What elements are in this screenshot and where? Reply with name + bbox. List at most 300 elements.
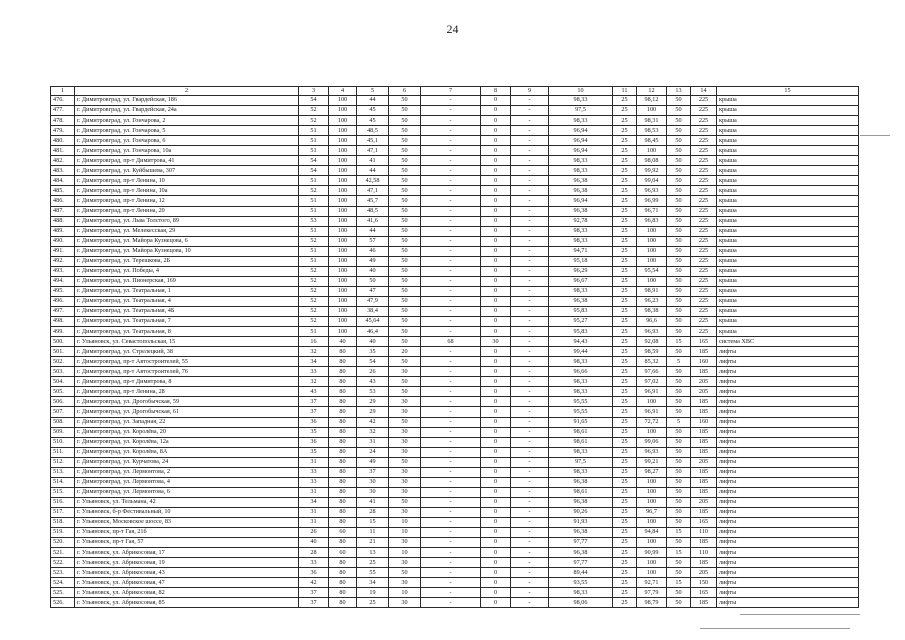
table-cell: крыша (717, 236, 859, 246)
table-row (51, 96, 859, 106)
table-cell: 97,79 (637, 588, 667, 598)
table-cell: - (421, 397, 481, 407)
table-cell: - (511, 96, 549, 106)
table-cell: - (511, 186, 549, 196)
table-cell: - (421, 387, 481, 397)
table-row (51, 497, 859, 507)
table-cell: лифты (717, 397, 859, 407)
table-cell: 80 (329, 538, 357, 548)
table-cell: 478. (51, 116, 75, 126)
table-row (51, 437, 859, 447)
table-cell: г. Ульяновск, ул. Абрикосовая, 47 (75, 578, 299, 588)
table-cell: лифты (717, 507, 859, 517)
table-cell: 50 (389, 136, 421, 146)
table-cell: 25 (613, 306, 637, 316)
table-cell: 0 (481, 487, 511, 497)
table-cell: 98,31 (637, 116, 667, 126)
table-cell: 225 (691, 146, 717, 156)
table-cell: 50 (389, 417, 421, 427)
table-cell: 110 (691, 548, 717, 558)
table-header-row (51, 87, 859, 96)
table-cell: - (511, 206, 549, 216)
table-cell: 29 (357, 397, 389, 407)
table-cell: 25 (613, 548, 637, 558)
table-cell: 30 (389, 397, 421, 407)
table-cell: 91,93 (549, 517, 613, 527)
table-cell: 30 (389, 447, 421, 457)
table-cell: 54 (357, 357, 389, 367)
table-row (51, 588, 859, 598)
table-cell: 94,71 (549, 246, 613, 256)
table-cell: 97,02 (637, 377, 667, 387)
table-cell: 96,38 (549, 548, 613, 558)
table-cell: 502. (51, 357, 75, 367)
table-cell: 50 (389, 387, 421, 397)
table-cell: 30 (389, 467, 421, 477)
column-header: 7 (421, 87, 481, 96)
table-cell: 25 (613, 538, 637, 548)
table-cell: 185 (691, 507, 717, 517)
table-cell: - (421, 276, 481, 286)
table-cell: 36 (299, 568, 329, 578)
table-cell: г. Димитровград, пр-т Димитрова, 8 (75, 377, 299, 387)
table-cell: 95,54 (637, 266, 667, 276)
table-cell: 225 (691, 317, 717, 327)
table-row (51, 578, 859, 588)
table-cell: - (421, 507, 481, 517)
table-cell: лифты (717, 568, 859, 578)
table-cell: 50 (357, 276, 389, 286)
table-cell: 99,44 (549, 347, 613, 357)
table-cell: 25 (613, 417, 637, 427)
table-cell: 47,1 (357, 186, 389, 196)
table-cell: крыша (717, 256, 859, 266)
table-cell: 100 (329, 246, 357, 256)
column-header: 1 (51, 87, 75, 96)
table-cell: - (511, 538, 549, 548)
table-cell: 100 (637, 568, 667, 578)
table-cell: 50 (389, 296, 421, 306)
table-cell: 35 (299, 427, 329, 437)
table-cell: 0 (481, 136, 511, 146)
table-cell: 50 (667, 568, 691, 578)
table-cell: - (511, 467, 549, 477)
table-cell: 50 (667, 327, 691, 337)
table-cell: 51 (299, 136, 329, 146)
table-cell: 225 (691, 176, 717, 186)
table-cell: 96,93 (637, 447, 667, 457)
table-cell: - (421, 306, 481, 316)
table-cell: 25 (613, 206, 637, 216)
table-cell: 50 (667, 538, 691, 548)
table-cell: 10 (389, 548, 421, 558)
table-row (51, 517, 859, 527)
table-cell: 100 (329, 116, 357, 126)
table-cell: 185 (691, 487, 717, 497)
table-cell: 510. (51, 437, 75, 447)
table-cell: 225 (691, 216, 717, 226)
table-cell: 25 (613, 437, 637, 447)
table-cell: - (511, 437, 549, 447)
table-cell: - (421, 286, 481, 296)
table-row (51, 417, 859, 427)
table-cell: - (421, 236, 481, 246)
table-cell: - (511, 477, 549, 487)
table-cell: г. Димитровград, ул. Гончарова, 2 (75, 116, 299, 126)
table-cell: г. Ульяновск, ул. Абрикосовая, 85 (75, 598, 299, 608)
table-cell: лифты (717, 357, 859, 367)
table-cell: - (511, 377, 549, 387)
table-cell: 508. (51, 417, 75, 427)
table-cell: 0 (481, 347, 511, 357)
table-cell: - (511, 417, 549, 427)
table-cell: 100 (637, 397, 667, 407)
table-cell: 185 (691, 447, 717, 457)
table-cell: г. Димитровград, ул. Лермонтова, 4 (75, 477, 299, 487)
table-cell: 21 (357, 538, 389, 548)
table-cell: 150 (691, 578, 717, 588)
table-cell: 100 (329, 136, 357, 146)
table-cell: 0 (481, 296, 511, 306)
table-cell: 19 (357, 588, 389, 598)
table-cell: 51 (299, 146, 329, 156)
table-cell: - (421, 96, 481, 106)
table-cell: 25 (613, 186, 637, 196)
table-cell: 25 (613, 477, 637, 487)
table-cell: 49 (357, 256, 389, 266)
table-cell: крыша (717, 226, 859, 236)
table-row (51, 146, 859, 156)
table-cell: 93,55 (549, 578, 613, 588)
table-cell: 80 (329, 568, 357, 578)
table-cell: 53 (299, 216, 329, 226)
table-cell: - (421, 266, 481, 276)
table-cell: 33 (299, 467, 329, 477)
table-cell: 52 (299, 116, 329, 126)
table-cell: крыша (717, 126, 859, 136)
table-cell: 80 (329, 598, 357, 608)
table-cell: - (421, 407, 481, 417)
table-cell: 100 (637, 487, 667, 497)
table-cell: 98,33 (549, 116, 613, 126)
table-cell: 80 (329, 387, 357, 397)
table-cell: 25 (613, 296, 637, 306)
table-cell: 54 (299, 166, 329, 176)
column-header: 3 (299, 87, 329, 96)
table-cell: г. Димитровград, пр-т Ленина, 12 (75, 196, 299, 206)
table-cell: 0 (481, 397, 511, 407)
table-cell: 50 (667, 397, 691, 407)
table-cell: 50 (389, 256, 421, 266)
table-cell: - (511, 266, 549, 276)
table-cell: 97,5 (549, 106, 613, 116)
table-cell: 526. (51, 598, 75, 608)
table-cell: 25 (613, 327, 637, 337)
table-cell: крыша (717, 146, 859, 156)
table-cell: 225 (691, 126, 717, 136)
table-cell: 50 (667, 246, 691, 256)
table-cell: 95,27 (549, 317, 613, 327)
table-cell: 15 (667, 578, 691, 588)
table-cell: лифты (717, 417, 859, 427)
table-cell: 40 (329, 337, 357, 347)
table-cell: - (421, 347, 481, 357)
table-cell: 50 (667, 186, 691, 196)
table-cell: 30 (389, 558, 421, 568)
table-cell: - (511, 598, 549, 608)
table-cell: 30 (389, 367, 421, 377)
table-cell: - (511, 276, 549, 286)
table-cell: 525. (51, 588, 75, 598)
scan-line-bottom-right (740, 614, 860, 615)
table-cell: 80 (329, 407, 357, 417)
table-cell: 225 (691, 166, 717, 176)
table-cell: 100 (329, 156, 357, 166)
table-cell: 0 (481, 497, 511, 507)
table-cell: 50 (667, 106, 691, 116)
table-cell: 96,93 (637, 327, 667, 337)
table-cell: г. Димитровград, ул. Королёва, 12а (75, 437, 299, 447)
table-cell: г. Ульяновск, пр-т Гая, 21б (75, 528, 299, 538)
table-cell: 165 (691, 517, 717, 527)
table-cell: 0 (481, 407, 511, 417)
table-cell: 44 (357, 166, 389, 176)
table-cell: 185 (691, 598, 717, 608)
table-row (51, 548, 859, 558)
table-row (51, 427, 859, 437)
table-cell: 98,08 (637, 156, 667, 166)
table-cell: 47,1 (357, 146, 389, 156)
table-cell: 96,91 (637, 407, 667, 417)
table-cell: 51 (299, 126, 329, 136)
table-row (51, 367, 859, 377)
table-cell: крыша (717, 116, 859, 126)
table-cell: 25 (613, 568, 637, 578)
table-cell: 50 (667, 296, 691, 306)
table-cell: 95,18 (549, 256, 613, 266)
table-cell: 50 (667, 517, 691, 527)
table-cell: 80 (329, 357, 357, 367)
table-cell: 0 (481, 357, 511, 367)
table-cell: крыша (717, 166, 859, 176)
table-cell: 94,84 (637, 528, 667, 538)
table-cell: 25 (613, 166, 637, 176)
table-cell: лифты (717, 538, 859, 548)
table-cell: лифты (717, 477, 859, 487)
table-cell: 225 (691, 296, 717, 306)
column-header: 9 (511, 87, 549, 96)
table-cell: 96,94 (549, 146, 613, 156)
table-cell: 50 (667, 226, 691, 236)
table-cell: крыша (717, 96, 859, 106)
table-cell: 50 (389, 568, 421, 578)
table-cell: - (421, 528, 481, 538)
table-cell: лифты (717, 437, 859, 447)
table-cell: - (421, 588, 481, 598)
table-cell: 25 (613, 266, 637, 276)
table-cell: 24 (357, 447, 389, 457)
table-cell: 36 (299, 417, 329, 427)
table-cell: 52 (299, 186, 329, 196)
table-cell: 80 (329, 427, 357, 437)
table-cell: 50 (389, 96, 421, 106)
table-cell: - (511, 126, 549, 136)
table-cell: 55 (357, 568, 389, 578)
table-cell: 100 (329, 146, 357, 156)
table-cell: 42 (299, 578, 329, 588)
table-row (51, 266, 859, 276)
table-cell: 50 (667, 276, 691, 286)
table-cell: - (421, 467, 481, 477)
table-cell: 30 (389, 578, 421, 588)
table-cell: 25 (613, 286, 637, 296)
table-cell: - (511, 156, 549, 166)
table-cell: крыша (717, 176, 859, 186)
table-cell: 100 (637, 538, 667, 548)
table-cell: 25 (613, 578, 637, 588)
table-cell: 165 (691, 337, 717, 347)
table-cell: 25 (613, 106, 637, 116)
table-cell: - (421, 196, 481, 206)
table-cell: 205 (691, 568, 717, 578)
table-cell: 100 (329, 317, 357, 327)
table-cell: 100 (329, 176, 357, 186)
table-cell: 38,4 (357, 306, 389, 316)
table-cell: 160 (691, 417, 717, 427)
table-cell: 25 (613, 236, 637, 246)
table-cell: 98,33 (549, 226, 613, 236)
table-cell: 15 (667, 548, 691, 558)
table-cell: 98,45 (637, 136, 667, 146)
table-cell: 100 (329, 226, 357, 236)
table-cell: г. Димитровград, ул. Театральная, 4 (75, 296, 299, 306)
table-cell: 25 (613, 126, 637, 136)
table-cell: 0 (481, 457, 511, 467)
table-cell: 52 (299, 317, 329, 327)
table-cell: 50 (389, 226, 421, 236)
table-cell: 80 (329, 367, 357, 377)
table-row (51, 347, 859, 357)
table-cell: 98,33 (549, 467, 613, 477)
table-cell: 80 (329, 347, 357, 357)
table-cell: 50 (667, 96, 691, 106)
table-cell: 519. (51, 528, 75, 538)
table-cell: 98,91 (637, 286, 667, 296)
table-cell: 517. (51, 507, 75, 517)
column-header: 8 (481, 87, 511, 96)
table-cell: 205 (691, 377, 717, 387)
table-cell: 505. (51, 387, 75, 397)
table-cell: 25 (357, 558, 389, 568)
table-cell: 98,53 (637, 126, 667, 136)
table-row (51, 206, 859, 216)
table-row (51, 166, 859, 176)
table-cell: г. Димитровград, ул. Дрогобычская, 61 (75, 407, 299, 417)
table-row (51, 407, 859, 417)
table-cell: 100 (637, 497, 667, 507)
table-cell: 96,99 (637, 196, 667, 206)
table-cell: г. Ульяновск, ул. Севастопольская, 15 (75, 337, 299, 347)
table-cell: 95,83 (549, 306, 613, 316)
table-cell: 50 (667, 477, 691, 487)
table-cell: 51 (299, 206, 329, 216)
table-cell: 30 (389, 437, 421, 447)
table-cell: г. Димитровград, ул. Курчатова, 24 (75, 457, 299, 467)
table-cell: 49 (357, 457, 389, 467)
table-cell: 51 (299, 246, 329, 256)
table-cell: крыша (717, 206, 859, 216)
table-cell: 98,33 (549, 236, 613, 246)
table-cell: 46 (357, 246, 389, 256)
table-cell: 97,77 (549, 558, 613, 568)
table-cell: 225 (691, 106, 717, 116)
column-header: 4 (329, 87, 357, 96)
table-cell: 96,38 (549, 528, 613, 538)
table-cell: 10 (389, 588, 421, 598)
table-cell: г. Димитровград, пр-т Автостроителей, 55 (75, 357, 299, 367)
table-cell: 50 (667, 236, 691, 246)
table-cell: 484. (51, 176, 75, 186)
table-cell: 96,91 (637, 387, 667, 397)
table-cell: - (421, 246, 481, 256)
table-cell: 80 (329, 497, 357, 507)
scan-line-bottom (700, 628, 850, 629)
table-cell: 51 (299, 256, 329, 266)
table-cell: - (421, 487, 481, 497)
table-cell: - (421, 477, 481, 487)
table-cell: 50 (667, 116, 691, 126)
table-cell: 25 (613, 226, 637, 236)
table-row (51, 276, 859, 286)
table-cell: - (421, 558, 481, 568)
table-cell: 25 (613, 397, 637, 407)
table-cell: 80 (329, 437, 357, 447)
table-cell: 99,06 (637, 437, 667, 447)
table-cell: 99,04 (637, 176, 667, 186)
table-cell: 98,33 (549, 387, 613, 397)
table-cell: 0 (481, 447, 511, 457)
table-cell: 165 (691, 588, 717, 598)
table-cell: 225 (691, 96, 717, 106)
table-cell: 0 (481, 166, 511, 176)
table-cell: 100 (329, 236, 357, 246)
table-cell: 20 (389, 347, 421, 357)
table-cell: 50 (667, 497, 691, 507)
table-cell: 185 (691, 467, 717, 477)
table-cell: - (511, 507, 549, 517)
table-cell: - (421, 578, 481, 588)
table-cell: - (511, 558, 549, 568)
table-cell: 25 (613, 347, 637, 357)
table-cell: 50 (389, 327, 421, 337)
table-row (51, 246, 859, 256)
table-cell: - (421, 226, 481, 236)
table-cell: - (511, 548, 549, 558)
table-cell: 30 (389, 598, 421, 608)
table-cell: 50 (667, 387, 691, 397)
table-cell: 491. (51, 246, 75, 256)
table-cell: 25 (613, 407, 637, 417)
table-cell: - (511, 357, 549, 367)
table-cell: 15 (667, 528, 691, 538)
table-cell: - (421, 106, 481, 116)
table-cell: - (511, 136, 549, 146)
table-cell: 225 (691, 246, 717, 256)
table-row (51, 196, 859, 206)
table-cell: 50 (389, 306, 421, 316)
table-cell: 520. (51, 538, 75, 548)
table-cell: - (511, 196, 549, 206)
